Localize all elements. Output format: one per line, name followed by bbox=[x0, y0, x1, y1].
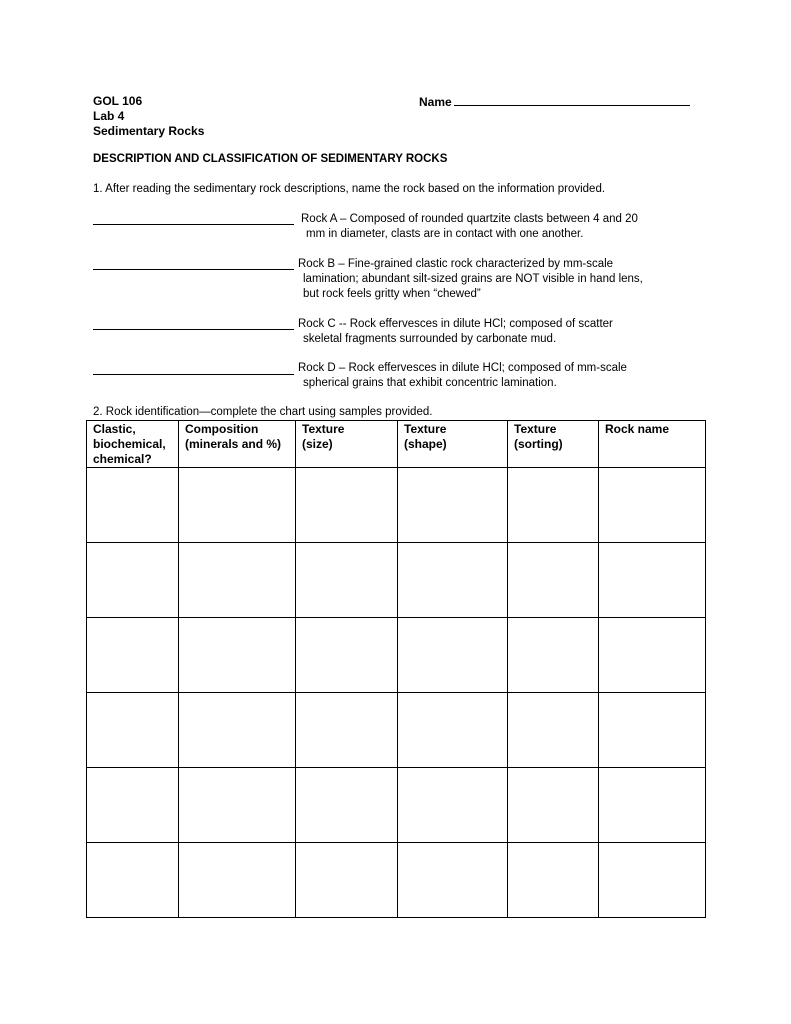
table-row bbox=[87, 693, 706, 768]
rock-d-line-2: spherical grains that exhibit concentric lamination. bbox=[303, 377, 557, 389]
table-cell[interactable] bbox=[87, 843, 179, 918]
table-cell[interactable] bbox=[87, 768, 179, 843]
col-header-texture-size: Texture (size) bbox=[296, 421, 398, 468]
table-cell[interactable] bbox=[87, 468, 179, 543]
table-cell[interactable] bbox=[179, 768, 296, 843]
rock-d-line-1: Rock D – Rock effervesces in dilute HCl; composed of mm-scale bbox=[298, 362, 627, 374]
table-cell[interactable] bbox=[508, 843, 599, 918]
table-row bbox=[87, 543, 706, 618]
table-cell[interactable] bbox=[508, 468, 599, 543]
rock-c-answer-line[interactable] bbox=[93, 329, 294, 330]
table-cell[interactable] bbox=[398, 618, 508, 693]
table-cell[interactable] bbox=[599, 468, 706, 543]
rock-b-line-1: Rock B – Fine-grained clastic rock characterized by mm-scale bbox=[298, 258, 614, 270]
table-cell[interactable] bbox=[508, 543, 599, 618]
table-cell[interactable] bbox=[296, 843, 398, 918]
table-cell[interactable] bbox=[599, 768, 706, 843]
table-cell[interactable] bbox=[398, 468, 508, 543]
table-cell[interactable] bbox=[296, 618, 398, 693]
name-label: Name bbox=[419, 95, 452, 109]
rock-a-line-2: mm in diameter, clasts are in contact with one another. bbox=[306, 228, 584, 240]
table-cell[interactable] bbox=[599, 543, 706, 618]
course-code: GOL 106 bbox=[93, 94, 143, 108]
table-cell[interactable] bbox=[296, 543, 398, 618]
rock-a-description bbox=[301, 212, 701, 242]
rock-c-description bbox=[298, 317, 698, 347]
col-header-rock-name: Rock name bbox=[599, 421, 706, 468]
table-cell[interactable] bbox=[398, 843, 508, 918]
lab-number: Lab 4 bbox=[93, 109, 125, 123]
table-cell[interactable] bbox=[296, 768, 398, 843]
col-header-composition: Composition (minerals and %) bbox=[179, 421, 296, 468]
table-cell[interactable] bbox=[179, 693, 296, 768]
col-header-texture-sorting: Texture (sorting) bbox=[508, 421, 599, 468]
table-cell[interactable] bbox=[179, 618, 296, 693]
rock-d-description bbox=[298, 361, 698, 391]
table-cell[interactable] bbox=[508, 693, 599, 768]
table-cell[interactable] bbox=[87, 693, 179, 768]
table-row bbox=[87, 468, 706, 543]
table-cell[interactable] bbox=[398, 693, 508, 768]
rock-identification-table bbox=[86, 420, 706, 918]
section-title: DESCRIPTION AND CLASSIFICATION OF SEDIMENTARY ROCKS bbox=[93, 153, 448, 165]
rock-d-answer-line[interactable] bbox=[93, 374, 294, 375]
table-cell[interactable] bbox=[508, 618, 599, 693]
table-cell[interactable] bbox=[296, 468, 398, 543]
rock-c-line-1: Rock C -- Rock effervesces in dilute HCl; composed of scatter bbox=[298, 318, 613, 330]
lab-subject: Sedimentary Rocks bbox=[93, 124, 205, 138]
rock-b-line-3: but rock feels gritty when “chewed” bbox=[303, 288, 481, 300]
table-cell[interactable] bbox=[296, 693, 398, 768]
table-header-row bbox=[87, 421, 706, 468]
col-header-category: Clastic, biochemical, chemical? bbox=[87, 421, 179, 468]
table-cell[interactable] bbox=[179, 543, 296, 618]
name-field[interactable] bbox=[419, 93, 690, 110]
table-cell[interactable] bbox=[508, 768, 599, 843]
table-cell[interactable] bbox=[87, 543, 179, 618]
table-row bbox=[87, 768, 706, 843]
table-cell[interactable] bbox=[599, 843, 706, 918]
rock-b-answer-line[interactable] bbox=[93, 269, 294, 270]
table-cell[interactable] bbox=[179, 468, 296, 543]
rock-a-answer-line[interactable] bbox=[93, 224, 294, 225]
col-header-texture-shape: Texture (shape) bbox=[398, 421, 508, 468]
table-cell[interactable] bbox=[87, 618, 179, 693]
table-cell[interactable] bbox=[599, 618, 706, 693]
rock-a-line-1: Rock A – Composed of rounded quartzite clasts between 4 and 20 bbox=[301, 213, 638, 225]
table-row bbox=[87, 618, 706, 693]
table-cell[interactable] bbox=[179, 843, 296, 918]
rock-b-line-2: lamination; abundant silt-sized grains are NOT visible in hand lens, bbox=[303, 273, 643, 285]
table-cell[interactable] bbox=[599, 693, 706, 768]
rock-c-line-2: skeletal fragments surrounded by carbonate mud. bbox=[303, 333, 557, 345]
table-row bbox=[87, 843, 706, 918]
table-cell[interactable] bbox=[398, 543, 508, 618]
question-1-text: 1. After reading the sedimentary rock descriptions, name the rock based on the information provided. bbox=[93, 183, 606, 195]
question-2-text: 2. Rock identification—complete the chart using samples provided. bbox=[93, 406, 433, 418]
table-cell[interactable] bbox=[398, 768, 508, 843]
name-blank-line[interactable] bbox=[454, 93, 690, 106]
rock-b-description bbox=[298, 257, 698, 302]
